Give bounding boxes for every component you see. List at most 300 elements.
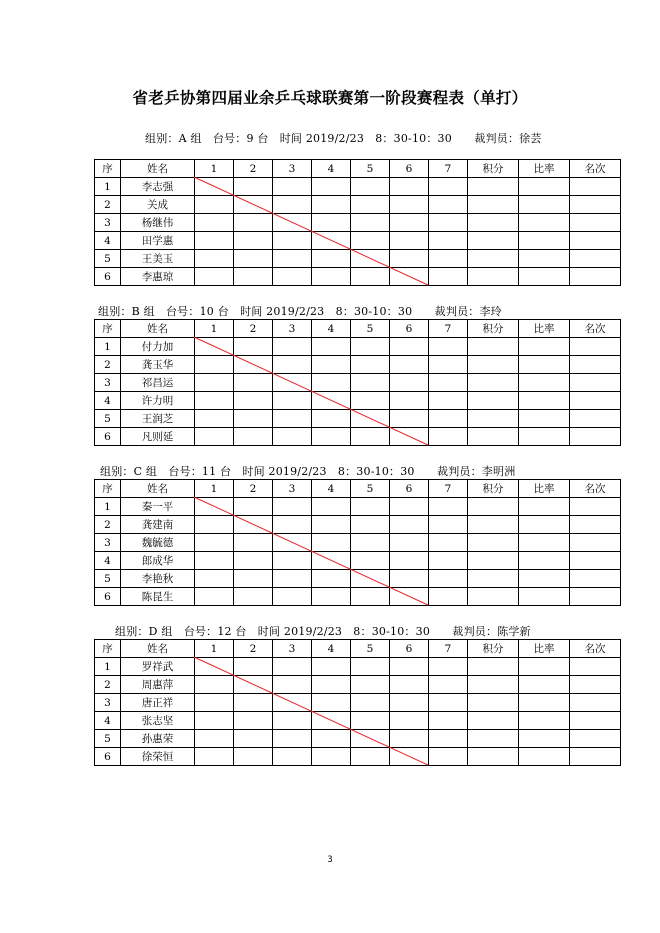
result-cell (468, 658, 519, 676)
score-cell (351, 534, 390, 552)
player-row (95, 730, 621, 748)
score-cell (312, 552, 351, 570)
result-cell (570, 428, 621, 446)
group-c-info: 组别：C 组 台号：11 台 时间 2019/2/23 8：30-10：30 裁判员：李明洲 (100, 465, 516, 478)
player-name: 李志强 (121, 178, 195, 196)
column-header: 7 (429, 480, 468, 498)
schedule-table (94, 159, 621, 286)
player-seq: 1 (95, 178, 121, 196)
score-cell (234, 552, 273, 570)
score-cell (390, 178, 429, 196)
score-cell (351, 232, 390, 250)
score-cell (273, 570, 312, 588)
result-cell (468, 338, 519, 356)
score-cell (390, 694, 429, 712)
score-cell (390, 676, 429, 694)
column-header: 3 (273, 160, 312, 178)
column-header: 4 (312, 480, 351, 498)
score-cell (312, 694, 351, 712)
column-header: 序 (95, 480, 121, 498)
result-cell (519, 730, 570, 748)
player-row (95, 534, 621, 552)
player-row (95, 268, 621, 286)
score-cell (234, 748, 273, 766)
score-cell (390, 498, 429, 516)
column-header: 积分 (468, 640, 519, 658)
score-cell (429, 534, 468, 552)
score-cell (390, 392, 429, 410)
result-cell (468, 552, 519, 570)
column-header: 1 (195, 320, 234, 338)
column-header: 比率 (519, 160, 570, 178)
column-header: 2 (234, 640, 273, 658)
score-cell (195, 196, 234, 214)
player-name: 关成 (121, 196, 195, 214)
player-seq: 4 (95, 392, 121, 410)
result-cell (519, 268, 570, 286)
score-cell (234, 374, 273, 392)
result-cell (468, 748, 519, 766)
score-cell (312, 196, 351, 214)
player-row (95, 374, 621, 392)
score-cell (312, 658, 351, 676)
column-header: 姓名 (121, 320, 195, 338)
player-seq: 4 (95, 712, 121, 730)
result-cell (468, 428, 519, 446)
result-cell (519, 534, 570, 552)
group-a-info: 组别：A 组 台号：9 台 时间 2019/2/23 8：30-10：30 裁判员：徐芸 (145, 132, 542, 145)
player-seq: 1 (95, 498, 121, 516)
result-cell (468, 250, 519, 268)
player-name: 罗祥武 (121, 658, 195, 676)
score-cell (429, 268, 468, 286)
player-seq: 5 (95, 570, 121, 588)
player-name: 张志坚 (121, 712, 195, 730)
score-cell (234, 676, 273, 694)
player-row (95, 694, 621, 712)
player-seq: 4 (95, 232, 121, 250)
result-cell (519, 658, 570, 676)
result-cell (570, 712, 621, 730)
header-row (95, 320, 621, 338)
column-header: 比率 (519, 320, 570, 338)
player-name: 田学惠 (121, 232, 195, 250)
page-title: 省老乒协第四届业余乒乓球联赛第一阶段赛程表（单打） (132, 89, 528, 107)
result-cell (468, 498, 519, 516)
score-cell (351, 516, 390, 534)
score-cell (273, 552, 312, 570)
column-header: 5 (351, 320, 390, 338)
score-cell (195, 534, 234, 552)
player-seq: 6 (95, 428, 121, 446)
score-cell (195, 250, 234, 268)
score-cell (195, 214, 234, 232)
player-row (95, 712, 621, 730)
column-header: 4 (312, 320, 351, 338)
group-b-info: 组别：B 组 台号：10 台 时间 2019/2/23 8：30-10：30 裁判员：李玲 (98, 305, 502, 318)
group-c-table (94, 479, 620, 606)
result-cell (519, 214, 570, 232)
result-cell (570, 516, 621, 534)
player-row (95, 498, 621, 516)
score-cell (390, 552, 429, 570)
score-cell (195, 588, 234, 606)
result-cell (468, 588, 519, 606)
column-header: 7 (429, 320, 468, 338)
score-cell (351, 410, 390, 428)
score-cell (195, 658, 234, 676)
score-cell (195, 748, 234, 766)
score-cell (429, 196, 468, 214)
score-cell (234, 694, 273, 712)
score-cell (351, 428, 390, 446)
score-cell (273, 338, 312, 356)
score-cell (429, 356, 468, 374)
result-cell (519, 748, 570, 766)
result-cell (468, 534, 519, 552)
column-header: 比率 (519, 640, 570, 658)
score-cell (429, 676, 468, 694)
result-cell (519, 196, 570, 214)
result-cell (570, 658, 621, 676)
score-cell (312, 676, 351, 694)
column-header: 2 (234, 480, 273, 498)
player-name: 王润芝 (121, 410, 195, 428)
score-cell (312, 392, 351, 410)
score-cell (429, 658, 468, 676)
result-cell (468, 516, 519, 534)
column-header: 5 (351, 480, 390, 498)
result-cell (519, 712, 570, 730)
result-cell (570, 356, 621, 374)
player-row (95, 196, 621, 214)
result-cell (570, 676, 621, 694)
player-seq: 6 (95, 268, 121, 286)
column-header: 3 (273, 480, 312, 498)
column-header: 6 (390, 320, 429, 338)
result-cell (468, 676, 519, 694)
score-cell (234, 410, 273, 428)
result-cell (570, 338, 621, 356)
column-header: 积分 (468, 480, 519, 498)
result-cell (468, 410, 519, 428)
score-cell (234, 392, 273, 410)
score-cell (390, 570, 429, 588)
score-cell (429, 178, 468, 196)
column-header: 7 (429, 160, 468, 178)
score-cell (429, 232, 468, 250)
player-seq: 3 (95, 214, 121, 232)
score-cell (234, 588, 273, 606)
player-row (95, 516, 621, 534)
header-row (95, 480, 621, 498)
player-seq: 1 (95, 658, 121, 676)
result-cell (519, 428, 570, 446)
column-header: 名次 (570, 160, 621, 178)
score-cell (312, 730, 351, 748)
score-cell (234, 268, 273, 286)
score-cell (234, 516, 273, 534)
score-cell (351, 748, 390, 766)
player-row (95, 428, 621, 446)
score-cell (390, 338, 429, 356)
score-cell (195, 676, 234, 694)
column-header: 1 (195, 640, 234, 658)
result-cell (570, 214, 621, 232)
player-row (95, 232, 621, 250)
player-name: 龚玉华 (121, 356, 195, 374)
score-cell (429, 552, 468, 570)
player-seq: 2 (95, 516, 121, 534)
score-cell (195, 552, 234, 570)
score-cell (234, 730, 273, 748)
result-cell (570, 178, 621, 196)
score-cell (273, 374, 312, 392)
column-header: 序 (95, 320, 121, 338)
score-cell (273, 748, 312, 766)
score-cell (273, 178, 312, 196)
player-name: 秦一平 (121, 498, 195, 516)
result-cell (468, 712, 519, 730)
player-seq: 2 (95, 196, 121, 214)
player-row (95, 178, 621, 196)
score-cell (195, 268, 234, 286)
score-cell (312, 178, 351, 196)
score-cell (195, 356, 234, 374)
score-cell (351, 268, 390, 286)
column-header: 名次 (570, 320, 621, 338)
group-d-info: 组别：D 组 台号：12 台 时间 2019/2/23 8：30-10：30 裁判员：陈学新 (115, 625, 531, 638)
result-cell (519, 178, 570, 196)
score-cell (234, 428, 273, 446)
score-cell (312, 338, 351, 356)
score-cell (273, 534, 312, 552)
result-cell (519, 676, 570, 694)
score-cell (312, 516, 351, 534)
score-cell (390, 268, 429, 286)
score-cell (351, 676, 390, 694)
score-cell (390, 196, 429, 214)
score-cell (351, 712, 390, 730)
result-cell (570, 196, 621, 214)
column-header: 1 (195, 480, 234, 498)
result-cell (468, 178, 519, 196)
score-cell (312, 356, 351, 374)
score-cell (234, 534, 273, 552)
score-cell (273, 498, 312, 516)
score-cell (351, 178, 390, 196)
player-seq: 1 (95, 338, 121, 356)
player-seq: 2 (95, 676, 121, 694)
score-cell (195, 178, 234, 196)
schedule-table (94, 639, 621, 766)
score-cell (273, 268, 312, 286)
score-cell (429, 712, 468, 730)
score-cell (390, 250, 429, 268)
result-cell (468, 374, 519, 392)
score-cell (429, 694, 468, 712)
player-seq: 6 (95, 748, 121, 766)
result-cell (519, 356, 570, 374)
score-cell (351, 196, 390, 214)
score-cell (195, 338, 234, 356)
schedule-table (94, 479, 621, 606)
score-cell (312, 214, 351, 232)
player-row (95, 748, 621, 766)
column-header: 2 (234, 320, 273, 338)
player-row (95, 392, 621, 410)
result-cell (519, 570, 570, 588)
player-name: 郎成华 (121, 552, 195, 570)
score-cell (273, 516, 312, 534)
score-cell (429, 250, 468, 268)
score-cell (273, 694, 312, 712)
score-cell (351, 214, 390, 232)
result-cell (570, 374, 621, 392)
column-header: 7 (429, 640, 468, 658)
player-row (95, 250, 621, 268)
column-header: 2 (234, 160, 273, 178)
score-cell (351, 570, 390, 588)
player-seq: 6 (95, 588, 121, 606)
score-cell (195, 730, 234, 748)
score-cell (351, 356, 390, 374)
result-cell (570, 250, 621, 268)
score-cell (429, 516, 468, 534)
result-cell (468, 214, 519, 232)
score-cell (273, 410, 312, 428)
result-cell (468, 570, 519, 588)
result-cell (570, 570, 621, 588)
score-cell (351, 730, 390, 748)
result-cell (519, 498, 570, 516)
result-cell (570, 730, 621, 748)
score-cell (273, 214, 312, 232)
player-row (95, 552, 621, 570)
score-cell (312, 374, 351, 392)
score-cell (390, 356, 429, 374)
score-cell (390, 232, 429, 250)
result-cell (468, 232, 519, 250)
group-a-table (94, 159, 620, 286)
result-cell (570, 552, 621, 570)
score-cell (195, 374, 234, 392)
score-cell (312, 712, 351, 730)
column-header: 6 (390, 640, 429, 658)
player-row (95, 338, 621, 356)
score-cell (390, 516, 429, 534)
result-cell (519, 410, 570, 428)
column-header: 名次 (570, 640, 621, 658)
column-header: 3 (273, 320, 312, 338)
score-cell (273, 428, 312, 446)
schedule-table (94, 319, 621, 446)
player-name: 徐荣恒 (121, 748, 195, 766)
score-cell (273, 196, 312, 214)
score-cell (234, 498, 273, 516)
result-cell (570, 268, 621, 286)
score-cell (429, 748, 468, 766)
score-cell (234, 712, 273, 730)
result-cell (468, 392, 519, 410)
score-cell (273, 356, 312, 374)
score-cell (195, 392, 234, 410)
score-cell (429, 730, 468, 748)
score-cell (351, 250, 390, 268)
score-cell (234, 250, 273, 268)
column-header: 1 (195, 160, 234, 178)
score-cell (312, 570, 351, 588)
score-cell (195, 516, 234, 534)
result-cell (519, 250, 570, 268)
score-cell (390, 712, 429, 730)
result-cell (519, 232, 570, 250)
column-header: 积分 (468, 320, 519, 338)
player-name: 龚建南 (121, 516, 195, 534)
score-cell (195, 570, 234, 588)
score-cell (312, 498, 351, 516)
group-b-table (94, 319, 620, 446)
score-cell (351, 374, 390, 392)
score-cell (273, 730, 312, 748)
score-cell (390, 730, 429, 748)
column-header: 序 (95, 160, 121, 178)
player-seq: 3 (95, 694, 121, 712)
player-seq: 5 (95, 730, 121, 748)
score-cell (195, 694, 234, 712)
player-name: 王美玉 (121, 250, 195, 268)
score-cell (312, 232, 351, 250)
score-cell (234, 232, 273, 250)
score-cell (195, 498, 234, 516)
player-name: 杨继伟 (121, 214, 195, 232)
score-cell (312, 748, 351, 766)
score-cell (273, 712, 312, 730)
score-cell (234, 658, 273, 676)
player-name: 付力加 (121, 338, 195, 356)
score-cell (234, 356, 273, 374)
result-cell (468, 730, 519, 748)
column-header: 6 (390, 480, 429, 498)
score-cell (390, 410, 429, 428)
player-row (95, 410, 621, 428)
score-cell (273, 392, 312, 410)
player-seq: 4 (95, 552, 121, 570)
player-seq: 5 (95, 410, 121, 428)
result-cell (468, 694, 519, 712)
result-cell (519, 588, 570, 606)
score-cell (429, 338, 468, 356)
result-cell (570, 588, 621, 606)
column-header: 积分 (468, 160, 519, 178)
player-seq: 2 (95, 356, 121, 374)
player-name: 陈昆生 (121, 588, 195, 606)
player-seq: 3 (95, 374, 121, 392)
result-cell (519, 338, 570, 356)
score-cell (234, 570, 273, 588)
score-cell (429, 410, 468, 428)
column-header: 4 (312, 160, 351, 178)
result-cell (468, 196, 519, 214)
player-name: 李惠琼 (121, 268, 195, 286)
column-header: 5 (351, 640, 390, 658)
score-cell (312, 250, 351, 268)
player-seq: 5 (95, 250, 121, 268)
result-cell (570, 498, 621, 516)
column-header: 姓名 (121, 640, 195, 658)
score-cell (234, 196, 273, 214)
result-cell (570, 748, 621, 766)
